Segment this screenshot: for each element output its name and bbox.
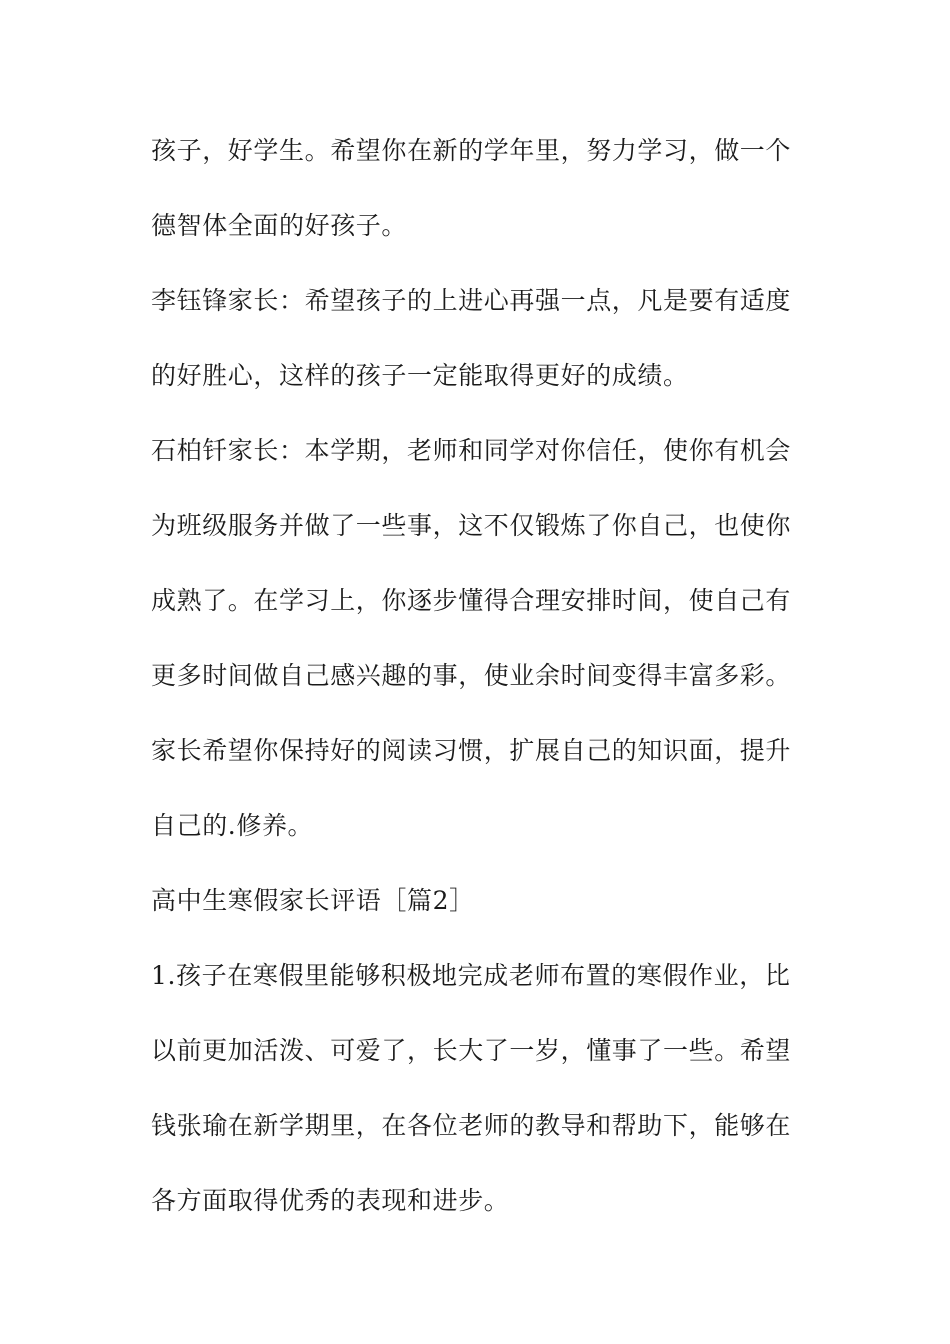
text-line: 的好胜心，这样的孩子一定能取得更好的成绩。 [151,361,689,390]
section-heading: 高中生寒假家长评语［篇2］ [151,886,475,915]
text-line: 成熟了。在学习上，你逐步懂得合理安排时间，使自己有 [151,586,792,615]
text-line: 德智体全面的好孩子。 [151,211,408,240]
document-body [151,128,801,1253]
text-line: 1.孩子在寒假里能够积极地完成老师布置的寒假作业，比 [151,961,791,990]
text-line: 钱张瑜在新学期里，在各位老师的教导和帮助下，能够在 [151,1111,792,1140]
text-line: 为班级服务并做了一些事，这不仅锻炼了你自己，也使你 [151,511,792,540]
text-line: 以前更加活泼、可爱了，长大了一岁，懂事了一些。希望 [151,1036,792,1065]
text-line: 各方面取得优秀的表现和进步。 [151,1186,510,1215]
text-line: 家长希望你保持好的阅读习惯，扩展自己的知识面，提升 [151,736,792,765]
text-line: 石柏钎家长：本学期，老师和同学对你信任，使你有机会 [151,436,792,465]
text-line: 更多时间做自己感兴趣的事，使业余时间变得丰富多彩。 [151,661,792,690]
text-line: 自己的.修养。 [151,811,314,840]
text-line: 李钰锋家长：希望孩子的上进心再强一点，凡是要有适度 [151,286,792,315]
text-line: 孩子，好学生。希望你在新的学年里，努力学习，做一个 [151,136,792,165]
